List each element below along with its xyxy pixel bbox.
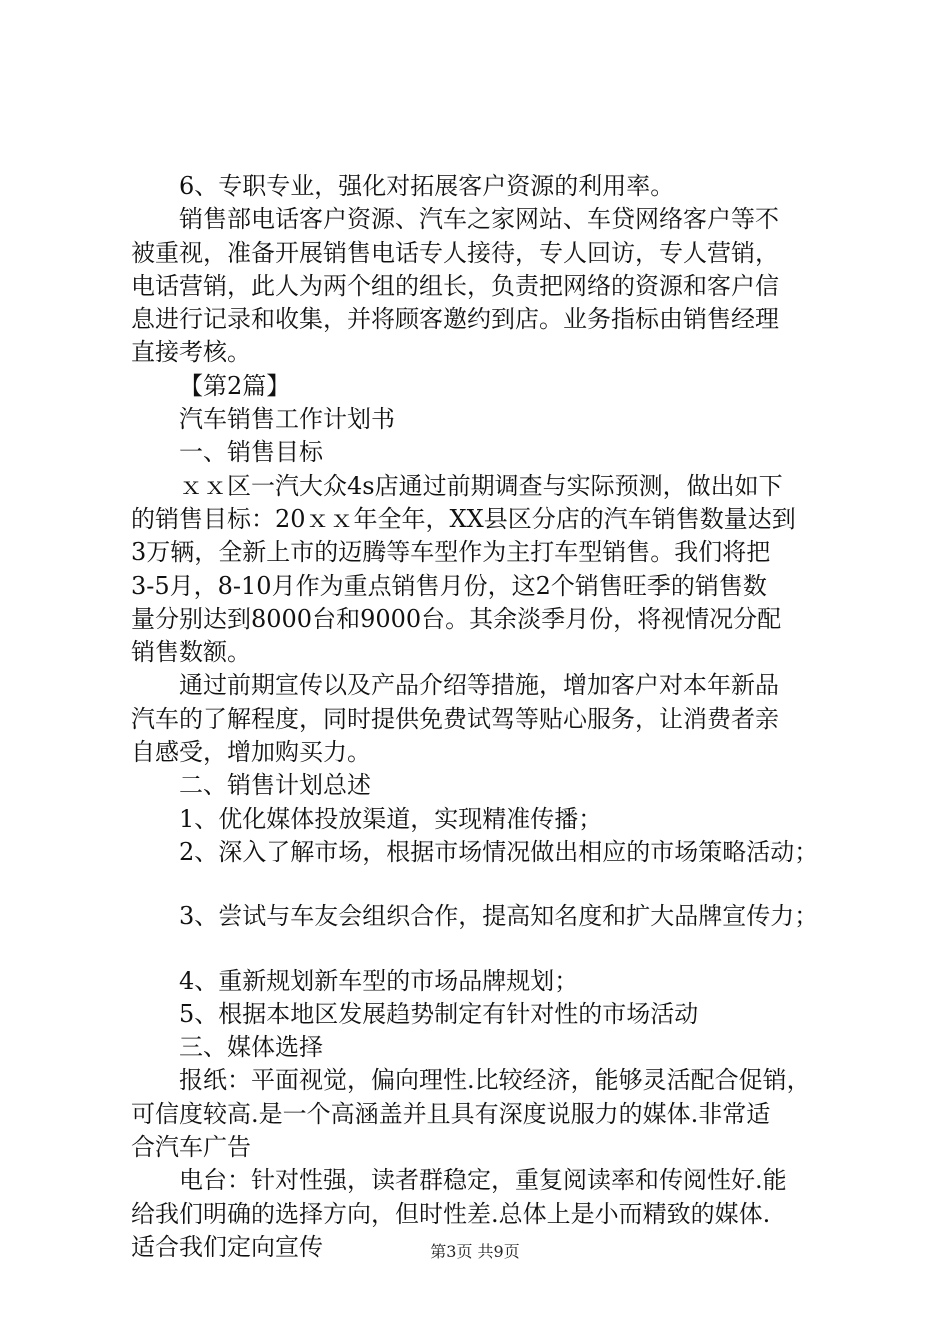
document-title: 汽车销售工作计划书 bbox=[179, 405, 395, 434]
text-line: 可信度较高.是一个高涵盖并且具有深度说服力的媒体.非常适 bbox=[131, 1099, 771, 1128]
text-line: 报纸：平面视觉，偏向理性.比较经济，能够灵活配合促销， bbox=[179, 1066, 811, 1095]
text-line: 适合我们定向宣传 bbox=[131, 1232, 323, 1261]
text-line: 直接考核。 bbox=[131, 338, 251, 367]
text-line: 合汽车广告 bbox=[131, 1133, 251, 1162]
text-line: 电话营销，此人为两个组的组长，负责把网络的资源和客户信 bbox=[131, 271, 779, 300]
list-item: 3、尝试与车友会组织合作，提高知名度和扩大品牌宣传力； bbox=[179, 902, 819, 931]
text-line: 电台：针对性强，读者群稳定，重复阅读率和传阅性好.能 bbox=[179, 1166, 787, 1195]
text-line: 被重视，准备开展销售电话专人接待，专人回访，专人营销， bbox=[131, 238, 779, 267]
text-line: 自感受，增加购买力。 bbox=[131, 738, 371, 767]
text-line: 的销售目标：20ｘｘ年全年，XX县区分店的汽车销售数量达到 bbox=[131, 504, 796, 533]
section-heading: 【第2篇】 bbox=[179, 371, 291, 400]
section-heading: 三、媒体选择 bbox=[179, 1033, 323, 1062]
text-line: 3-5月，8-10月作为重点销售月份，这2个销售旺季的销售数 bbox=[131, 571, 767, 600]
text-line: ｘｘ区一汽大众4s店通过前期调查与实际预测，做出如下 bbox=[179, 471, 783, 500]
text-line: 量分别达到8000台和9000台。其余淡季月份，将视情况分配 bbox=[131, 604, 782, 633]
page-footer: 第3页 共9页 bbox=[430, 1242, 520, 1261]
text-line: 通过前期宣传以及产品介绍等措施，增加客户对本年新品 bbox=[179, 671, 779, 700]
section-heading: 一、销售目标 bbox=[179, 438, 323, 467]
text-line: 给我们明确的选择方向，但时性差.总体上是小而精致的媒体. bbox=[131, 1199, 771, 1228]
list-item: 2、深入了解市场，根据市场情况做出相应的市场策略活动； bbox=[179, 837, 819, 866]
text-line: 销售部电话客户资源、汽车之家网站、车贷网络客户等不 bbox=[179, 205, 779, 234]
list-item: 4、重新规划新车型的市场品牌规划； bbox=[179, 966, 579, 995]
paragraph-gap bbox=[131, 934, 843, 965]
text-line: 6、专职专业，强化对拓展客户资源的利用率。 bbox=[179, 172, 675, 200]
text-line: 息进行记录和收集，并将顾客邀约到店。业务指标由销售经理 bbox=[131, 305, 779, 334]
paragraph-gap bbox=[131, 869, 843, 900]
list-item: 1、优化媒体投放渠道，实现精准传播； bbox=[179, 804, 603, 833]
text-line: 3万辆，全新上市的迈腾等车型作为主打车型销售。我们将把 bbox=[131, 538, 771, 567]
text-line: 汽车的了解程度，同时提供免费试驾等贴心服务，让消费者亲 bbox=[131, 704, 779, 733]
document-body bbox=[131, 170, 843, 1264]
list-item: 5、根据本地区发展趋势制定有针对性的市场活动 bbox=[179, 999, 699, 1028]
section-heading: 二、销售计划总述 bbox=[179, 771, 371, 800]
text-line: 销售数额。 bbox=[131, 638, 251, 667]
